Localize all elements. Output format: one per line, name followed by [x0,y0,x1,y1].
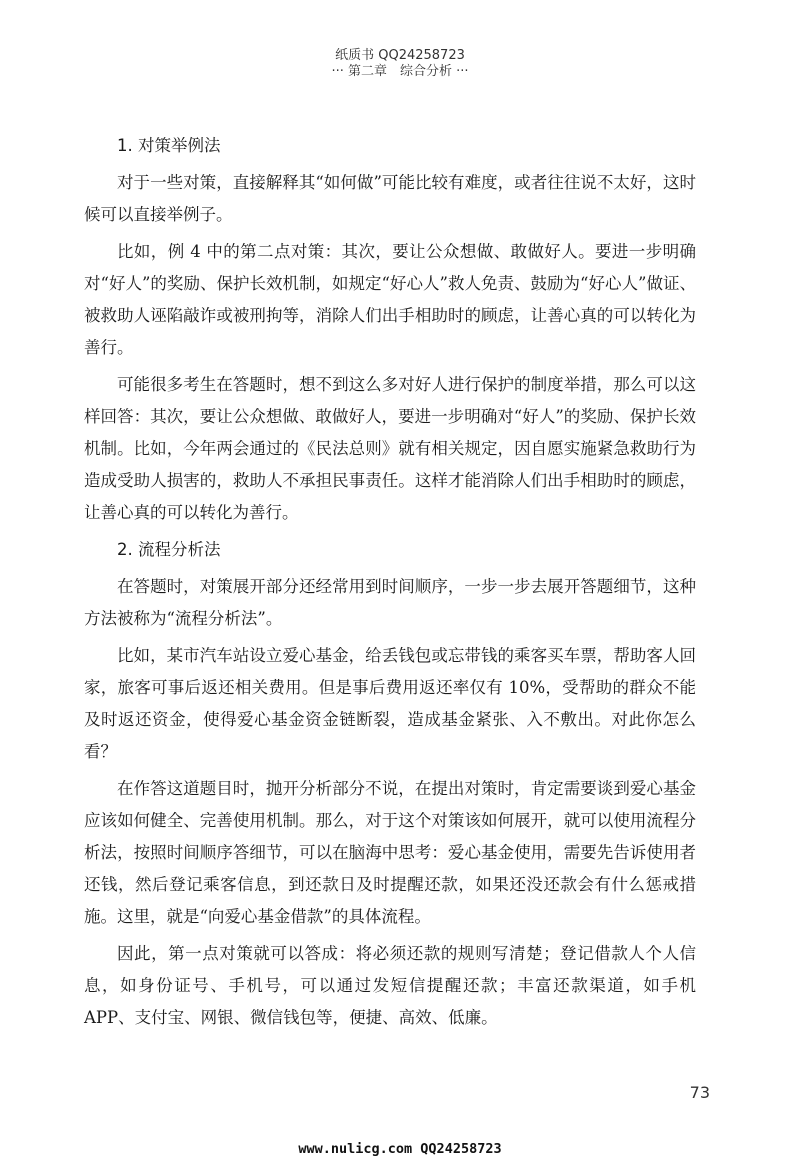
footer-watermark: www.nulicg.com QQ24258723 [298,1141,502,1157]
page-body [84,130,696,1034]
header-source-line: 纸质书 QQ24258723 [335,48,465,63]
paragraph: 比如，例 4 中的第二点对策：其次，要让公众想做、敢做好人。要进一步明确对“好人”的奖励、保护长效机制，如规定“好心人”救人免责、鼓励为“好心人”做证、被救助人诬陷敲诈或被刑拘等，消除人们出手相助时的顾虑，让善心真的可以转化为善行。 [84,242,696,357]
page-number: 73 [689,1083,710,1102]
section-heading: 1. 对策举例法 [117,136,221,155]
paragraph: 对于一些对策，直接解释其“如何做”可能比较有难度，或者往往说不太好，这时候可以直接举例子。 [84,173,696,224]
paragraph: 在答题时，对策展开部分还经常用到时间顺序，一步一步去展开答题细节，这种方法被称为“流程分析法”。 [84,577,696,628]
paragraph: 比如，某市汽车站设立爱心基金，给丢钱包或忘带钱的乘客买车票，帮助客人回家，旅客可事后返还相关费用。但是事后费用返还率仅有 10%，受帮助的群众不能及时返还资金，使得爱心基金资金链断裂，造成基金紧张、入不敷出。对此你怎么看？ [84,646,696,761]
chapter-title: ··· 第二章 综合分析 ··· [331,64,469,79]
paragraph: 在作答这道题目时，抛开分析部分不说，在提出对策时，肯定需要谈到爱心基金应该如何健全、完善使用机制。那么，对于这个对策该如何展开，就可以使用流程分析法，按照时间顺序答细节，可以在脑海中思考：爱心基金使用，需要先告诉使用者还钱，然后登记乘客信息，到还款日及时提醒还款，如果还没还款会有什么惩戒措施。这里，就是“向爱心基金借款”的具体流程。 [84,779,696,926]
paragraph: 因此，第一点对策就可以答成：将必须还款的规则写清楚；登记借款人个人信息，如身份证号、手机号，可以通过发短信提醒还款；丰富还款渠道，如手机 APP、支付宝、网银、微信钱包等，便捷、高效、低廉。 [84,944,696,1027]
section-heading: 2. 流程分析法 [117,540,221,559]
paragraph: 可能很多考生在答题时，想不到这么多对好人进行保护的制度举措，那么可以这样回答：其次，要让公众想做、敢做好人，要进一步明确对“好人”的奖励、保护长效机制。比如，今年两会通过的《民法总则》就有相关规定，因自愿实施紧急救助行为造成受助人损害的，救助人不承担民事责任。这样才能消除人们出手相助时的顾虑，让善心真的可以转化为善行。 [84,375,696,522]
